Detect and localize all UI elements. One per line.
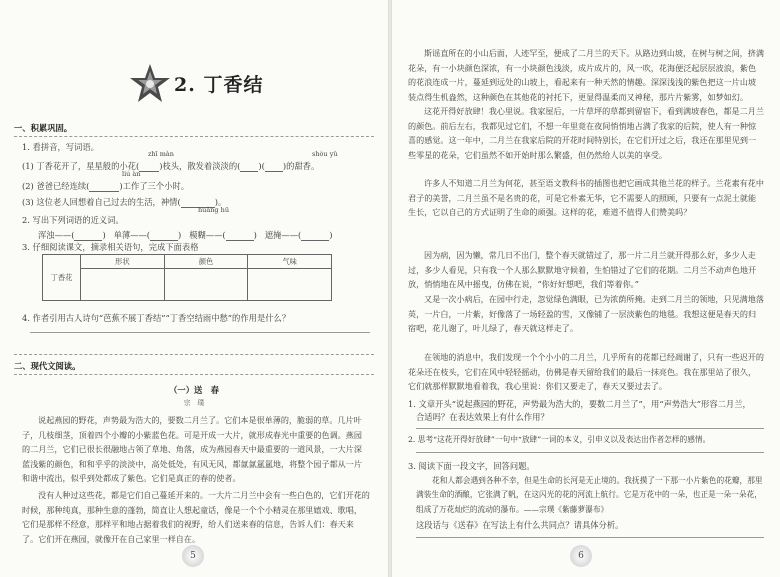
passage-paragraph: 说起燕园的野花，声势最为浩大的，要数二月兰了。它们本是很单薄的，脆弱的草。几片叶子，几枝细茎，顶着四个小瓣的小紫蓝色花。可是开成一大片，就形成春光中重要的色调。燕园的二月兰，它们已很长很融地占领了草地、角落，成为燕园春天中最重要的一道风景，一大片深蓝浅紫的颜色，和和乎乎的淡淡中，高处低处，有风无风，都氤氤氲氲地，将整个园子都从一片和谐中流出，似乎到处都成了紫色。它们是真正的春的使者。 bbox=[22, 415, 362, 484]
table-row-label: 丁香花 bbox=[43, 255, 81, 301]
passage-paragraph: 这花开得好放肆！我心里说。我家屋后，一片草坪的草都到留宿下，看到满坡春色，都是二月兰的颜色。前后左右，我都见过它们，不想一年里竟在夜间悄悄地占满了我家的后院，使人有一种惊喜的感觉。这一年中，二月兰在我家后院的开花时间特别长，在它们开过之后，我还在那里见到一些零星的花朵，它们虽然不如开始时那么繁盛，但仍然给人以美的享受。 bbox=[408, 106, 764, 160]
q1-line3: (3) 这位老人回想着自己过去的生活，神情( )。 bbox=[22, 197, 227, 207]
passage-paragraph: 没有人种过这些花，都是它们自己蔓延开来的。一大片二月兰中会有一些白色的，它们开花的时候，那种纯真，那种生意的蓬勃，简直让人想起童话，像是一个个小精灵在那里嬉戏、歌唱，它们是那样不经意，那样平和地占据着我们的视野，给人们送来春的信息，告诉人们：春天来了。它们开在燕园，就像开在自己家里一样自在。 bbox=[22, 490, 370, 544]
quote-question: 这段话与《送春》在写法上有什么共同点？请具体分析。 bbox=[416, 520, 624, 530]
table-header-cell: 颜色 bbox=[164, 255, 248, 269]
passage-title: （一）送 春 bbox=[169, 385, 219, 395]
quote-paragraph: 花和人都会遇到各种不幸，但是生命的长河是无止境的。我抚摸了一下那一小片紫色的花瓣，那里满装生命的酒酿，它张满了帆，在这闪光的花的河流上航行。它是万花中的一朵，也正是一朵一朵花，组成了万花灿烂的流动的瀑布。——宗璞《紫藤萝瀑布》 bbox=[416, 476, 763, 514]
section1-title: 一、积累巩固。 bbox=[14, 123, 73, 133]
q1-line2: (2) 爸爸已经连续( )工作了三个小时。 bbox=[22, 181, 190, 191]
q1-text: 1. 看拼音，写词语。 bbox=[22, 142, 99, 152]
table-answer-row bbox=[43, 269, 332, 301]
answer-line[interactable] bbox=[416, 428, 764, 429]
table-answer-cell[interactable] bbox=[248, 269, 332, 301]
right-q1-line1: 1. 文章开头“说起燕园的野花，声势最为浩大的，要数二月兰了”，用“声势浩大”形容二月兰， bbox=[408, 399, 751, 409]
q1-line1: (1) 丁香花开了，星星般的小花( )枝头，散发着淡淡的( )( )的甜香。 bbox=[22, 161, 320, 171]
left-page bbox=[0, 0, 388, 577]
right-page bbox=[392, 0, 780, 577]
divider bbox=[14, 374, 374, 375]
passage-paragraph: 许多人不知道二月兰为何花，甚至语文教科书的插图也把它画成其他兰花的样子。兰花素有花中君子的美誉，二月兰虽不是名贵的花，可是它朴素无华，它不需要人的照顾，只要有一点泥土就能生长，它以自己的方式证明了生命的顽强。这样的花，难道不值得人们赞美吗？ bbox=[408, 178, 764, 218]
answer-line[interactable] bbox=[30, 332, 370, 333]
divider bbox=[14, 136, 374, 137]
table-answer-cell[interactable] bbox=[81, 269, 165, 301]
table-header-cell: 形状 bbox=[81, 255, 165, 269]
right-q1-line2: 合适吗？在表达效果上有什么作用？ bbox=[416, 412, 549, 422]
page-number: 6 bbox=[570, 545, 592, 567]
pinyin-shouyu: shòu yǔ bbox=[312, 150, 338, 158]
divider bbox=[14, 354, 374, 355]
lesson-title: 2. 丁香结 bbox=[174, 74, 264, 96]
right-q3-text: 3. 阅读下面一段文字，回答问题。 bbox=[408, 461, 535, 471]
pinyin-liuan: liú àn bbox=[122, 170, 141, 178]
table-header-cell: 气味 bbox=[248, 255, 332, 269]
passage-author: 宗 璞 bbox=[183, 399, 205, 407]
q4-text: 4. 作者引用古人诗句“芭蕉不展丁香结”“丁香空结雨中愁”的作用是什么？ bbox=[22, 313, 291, 323]
q2-words: 浑浊——( ) 单薄——( ) 模糊——( ) 遮掩——( ) bbox=[38, 230, 333, 240]
passage-paragraph: 又是一次小病后，在园中行走，忽觉绿色满眼，已为浓荫所掩。走到二月兰的领地，只见满地落英，一片白，一片紫，好像落了一场轻盈的雪，又像铺了一层淡紫色的地毯。我想这便是春天的归宿吧，花儿谢了，叶儿绿了，春天就这样走了。 bbox=[408, 294, 764, 334]
table-header-row bbox=[43, 255, 332, 269]
answer-line[interactable] bbox=[416, 537, 764, 538]
q3-text: 3. 仔细阅读课文，摘录相关语句，完成下面表格 bbox=[22, 242, 199, 252]
answer-line[interactable] bbox=[416, 452, 764, 453]
passage-paragraph: 斯谣直所在的小山后面，人迹罕至，便成了二月兰的天下。从路边到山坡，在树与树之间，挤满花朵，有一小块颜色深浓，有一小块颜色浅淡，成片成片的，风一吹，花海便泛起层层波浪，紫色的花浪连成一片，蔓延到远处的山坡上，看起来有一种天然的情趣。深深浅浅的紫色把这一片山坡装点得生机盎然，这种颜色在其他花的衬托下，更显得温柔而又神秘，那片片紫雾，如梦如幻。 bbox=[408, 48, 764, 102]
section2-title: 二、现代文阅读。 bbox=[14, 361, 81, 371]
passage-paragraph: 因为病，因为懒，常几日不出门，整个春天就错过了，那一片二月兰就开得那么好，多少人走过，多少人看见，只有我一个人那么默默地守候着，生怕错过了它们的花期。二月兰不动声色地开放，悄悄地在风中摇曳，仿佛在说，“你好好想吧，我们等着你。” bbox=[408, 250, 757, 290]
q3-table bbox=[42, 254, 332, 301]
pinyin-huanghu: huǎng hū bbox=[198, 206, 230, 214]
right-q2-text: 2. 思考“这花开得好放肆”一句中“放肆”一词的本义，引申义以及表达出作者怎样的感情。 bbox=[408, 435, 711, 444]
pinyin-zhiman: zhī màn bbox=[148, 150, 174, 158]
q2-text: 2. 写出下列词语的近义词。 bbox=[22, 215, 124, 225]
star-emblem-icon bbox=[128, 62, 172, 106]
page-number: 5 bbox=[182, 545, 204, 567]
table-answer-cell[interactable] bbox=[164, 269, 248, 301]
passage-paragraph: 在领地的消息中，我们发现一个个小小的二月兰，几乎所有的花都已经凋谢了，只有一些迟开的花朵还在枝头，它们在风中轻轻摇动，仿佛是春天留给我们的最后一抹亮色。我在那里站了很久，它们就那样默默地看着我，我心里说：你们又要走了，春天又要过去了。 bbox=[408, 352, 764, 392]
